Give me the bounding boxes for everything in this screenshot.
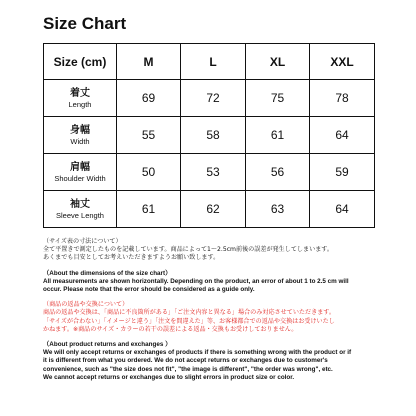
note-en-returns-heading: （About product returns and exchanges ）: [43, 341, 172, 349]
table-cell: 55: [117, 117, 181, 154]
table-cell: 64: [310, 191, 375, 228]
note-jp-dimensions-heading: （サイズ表の寸法について）: [43, 238, 122, 245]
note-jp-returns-heading: （商品の返品や交換について）: [43, 301, 129, 309]
note-jp-dimensions-line: あくまでも目安としてお考えいただきますようお願い致します。: [43, 254, 220, 262]
row-label-jp: 身幅: [70, 124, 90, 136]
table-cell: 78: [310, 80, 375, 117]
note-en-returns-line: We cannot accept returns or exchanges due to slight errors in product size or color.: [43, 373, 295, 381]
row-label-width: [44, 117, 117, 154]
notes-section: [43, 238, 383, 382]
page-title: Size Chart: [43, 14, 127, 33]
note-en-returns-line: We will only accept returns or exchanges of products if there is something wrong with the product or if: [43, 349, 352, 357]
row-label-en: Width: [70, 136, 90, 146]
row-label-jp: 着丈: [70, 87, 90, 99]
note-jp-returns-line: 「サイズが合わない」「イメージと違う」「注文を間違えた」等、お客様都合での返品や交換はお受けいたし: [43, 317, 335, 325]
table-cell: 58: [181, 117, 246, 154]
note-en-dimensions-line: occur. Please note that the error should be considered as a guide only.: [43, 286, 255, 294]
table-header-row: [44, 44, 375, 80]
table-cell: 53: [181, 154, 246, 191]
table-cell: 64: [310, 117, 375, 154]
size-table: [43, 43, 375, 228]
row-label-length: [44, 80, 117, 117]
note-jp-dimensions-line: 全て平置きで測定したものを記載しています。商品によって1〜2.5cm前後の誤差が発生してしまいます。: [43, 246, 334, 254]
note-en-returns-line: convenience, such as "the size does not fit", "the image is different", "the order was wrong", etc.: [43, 365, 333, 373]
note-jp-returns-line: 商品の返品や交換は、「商品に不良箇所がある」「ご注文内容と異なる」場合のみ対応させていただきます。: [43, 309, 336, 317]
header-xxl: XXL: [310, 44, 375, 80]
table-cell: 50: [117, 154, 181, 191]
note-en-dimensions-heading: （About the dimensions of the size chart）: [43, 269, 172, 277]
table-row-sleeve-length: [44, 191, 375, 228]
row-label-shoulder-width: [44, 154, 117, 191]
note-en-returns-line: it is different from what you ordered. We do not accept returns or exchanges due to customer's: [43, 357, 328, 365]
row-label-en: Sleeve Length: [56, 210, 104, 220]
table-cell: 75: [246, 80, 310, 117]
table-cell: 63: [246, 191, 310, 228]
table-cell: 56: [246, 154, 310, 191]
row-label-en: Shoulder Width: [54, 173, 106, 183]
table-cell: 59: [310, 154, 375, 191]
note-en-dimensions-line: All measurements are shown horizontally. Depending on the product, an error of about 1 to 2.5 cm will: [43, 277, 349, 285]
table-row-width: [44, 117, 375, 154]
table-cell: 69: [117, 80, 181, 117]
row-label-jp: 袖丈: [70, 198, 90, 210]
note-jp-returns-line: かねます。※商品のサイズ・カラーの若干の誤差による返品・交換もお受けしておりません。: [43, 325, 298, 333]
header-xl: XL: [246, 44, 310, 80]
table-cell: 72: [181, 80, 246, 117]
table-cell: 61: [246, 117, 310, 154]
table-cell: 61: [117, 191, 181, 228]
header-l: L: [181, 44, 246, 80]
row-label-jp: 肩幅: [70, 161, 90, 173]
header-size-cm: Size (cm): [44, 44, 117, 80]
row-label-sleeve-length: [44, 191, 117, 228]
table-row-shoulder-width: [44, 154, 375, 191]
table-row-length: [44, 80, 375, 117]
table-cell: 62: [181, 191, 246, 228]
row-label-en: Length: [68, 99, 92, 109]
header-m: M: [117, 44, 181, 80]
